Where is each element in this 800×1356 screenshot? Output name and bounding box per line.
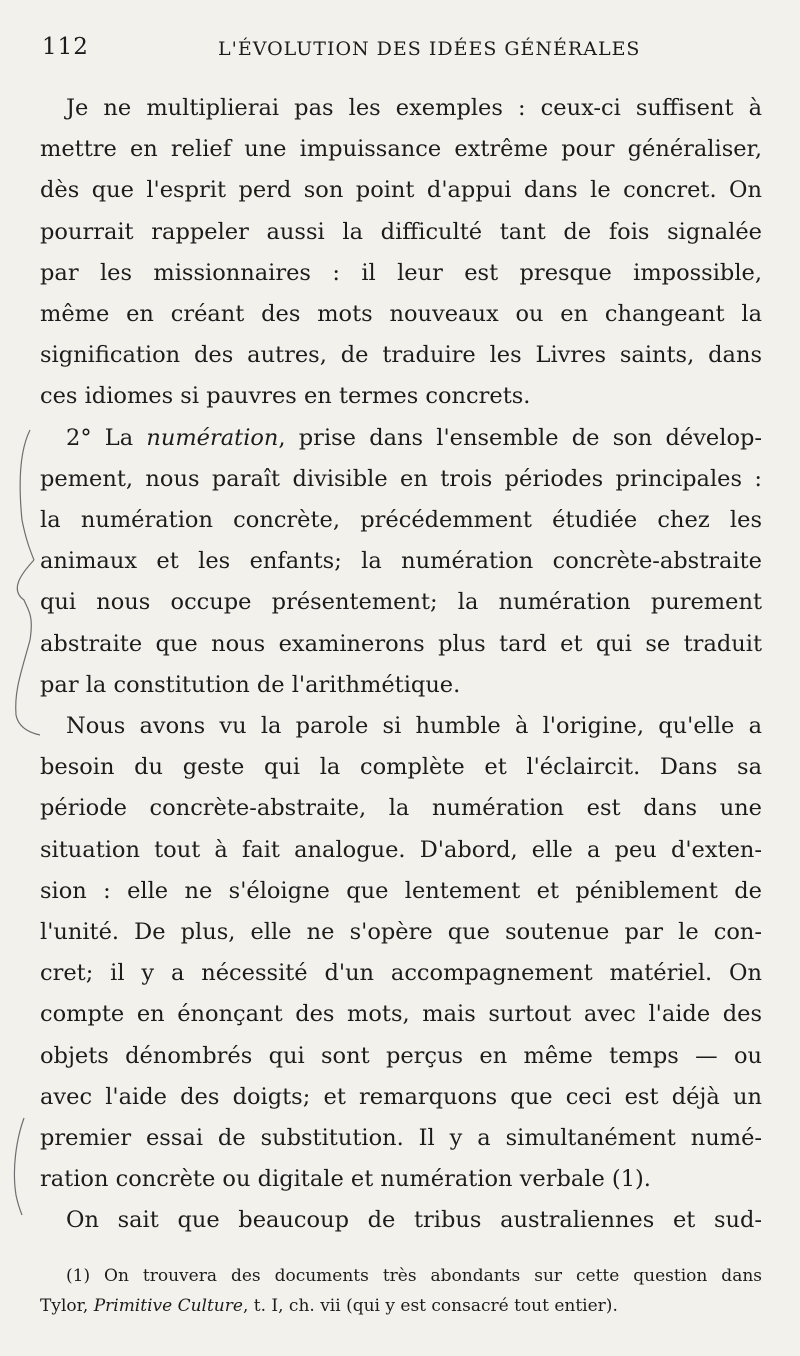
text-line: signification des autres, de traduire les Livres saints, dans	[40, 342, 762, 369]
italic-term: numération	[146, 424, 279, 451]
text-line: Je ne multiplierai pas les exemples : ceux-ci suffisent à	[66, 95, 762, 121]
text-line: période concrète-abstraite, la numération est dans une	[40, 795, 762, 822]
text-fragment: , t. I, ch. vii (qui y est consacré tout entier).	[242, 1296, 618, 1316]
text-line: dès que l'esprit perd son point d'appui dans le concret. On	[40, 177, 762, 204]
text-line: On sait que beaucoup de tribus australiennes et sud-	[66, 1207, 762, 1234]
text-line: avec l'aide des doigts; et remarquons que ceci est déjà un	[40, 1083, 762, 1110]
running-title: L'ÉVOLUTION DES IDÉES GÉNÉRALES	[218, 38, 641, 60]
text-line: Nous avons vu la parole si humble à l'origine, qu'elle a	[66, 713, 762, 740]
text-fragment: 2° La	[66, 424, 147, 451]
text-line: besoin du geste qui la complète et l'éclaircit. Dans sa	[40, 754, 762, 781]
text-fragment: , prise dans l'ensemble de son dévelop-	[278, 424, 762, 451]
text-fragment: Tylor,	[40, 1296, 94, 1316]
footnotes	[40, 1261, 762, 1321]
text-line: ces idiomes si pauvres en termes concrets.	[40, 383, 531, 410]
page-header	[40, 34, 760, 70]
text-line: la numération concrète, précédemment étudiée chez les	[40, 507, 762, 534]
text-line: l'unité. De plus, elle ne s'opère que soutenue par le con-	[40, 919, 762, 946]
text-line: ration concrète ou digitale et numération verbale (1).	[40, 1166, 651, 1193]
text-line: qui nous occupe présentement; la numération purement	[40, 589, 762, 616]
text-line	[40, 418, 762, 459]
pencil-bracket-mark	[16, 640, 40, 735]
text-line: abstraite que nous examinerons plus tard et qui se traduit	[40, 630, 762, 657]
paragraph-3	[40, 706, 762, 1200]
text-line: compte en énonçant des mots, mais surtout avec l'aide des	[40, 1001, 762, 1028]
text-line: premier essai de substitution. Il y a simultanément numé-	[40, 1125, 762, 1152]
pencil-bracket-mark	[17, 560, 34, 640]
footnote-line	[40, 1291, 762, 1321]
body-text	[40, 88, 762, 1242]
paragraph-4	[40, 1200, 762, 1241]
text-line: pourrait rappeler aussi la difficulté tant de fois signalée	[40, 218, 762, 245]
page-number: 112	[42, 34, 89, 60]
paragraph-2	[40, 418, 762, 706]
text-line: objets dénombrés qui sont perçus en même temps — ou	[40, 1042, 762, 1069]
text-line: mettre en relief une impuissance extrême pour généraliser,	[40, 136, 762, 163]
paragraph-1	[40, 88, 762, 418]
text-line: par les missionnaires : il leur est presque impossible,	[40, 259, 762, 286]
italic-title: Primitive Culture	[93, 1296, 243, 1316]
pencil-bracket-mark	[20, 430, 34, 560]
text-line: par la constitution de l'arithmétique.	[40, 671, 461, 698]
pencil-bracket-mark	[14, 1118, 24, 1215]
text-line: sion : elle ne s'éloigne que lentement et péniblement de	[40, 877, 762, 904]
text-line: situation tout à fait analogue. D'abord, elle a peu d'exten-	[40, 836, 762, 863]
footnote-line: (1) On trouvera des documents très abondants sur cette question dans	[66, 1266, 762, 1286]
text-line: animaux et les enfants; la numération concrète-abstraite	[40, 548, 762, 575]
text-line: cret; il y a nécessité d'un accompagnement matériel. On	[40, 960, 762, 987]
text-line: même en créant des mots nouveaux ou en changeant la	[40, 301, 762, 328]
text-line: pement, nous paraît divisible en trois périodes principales :	[40, 465, 762, 492]
